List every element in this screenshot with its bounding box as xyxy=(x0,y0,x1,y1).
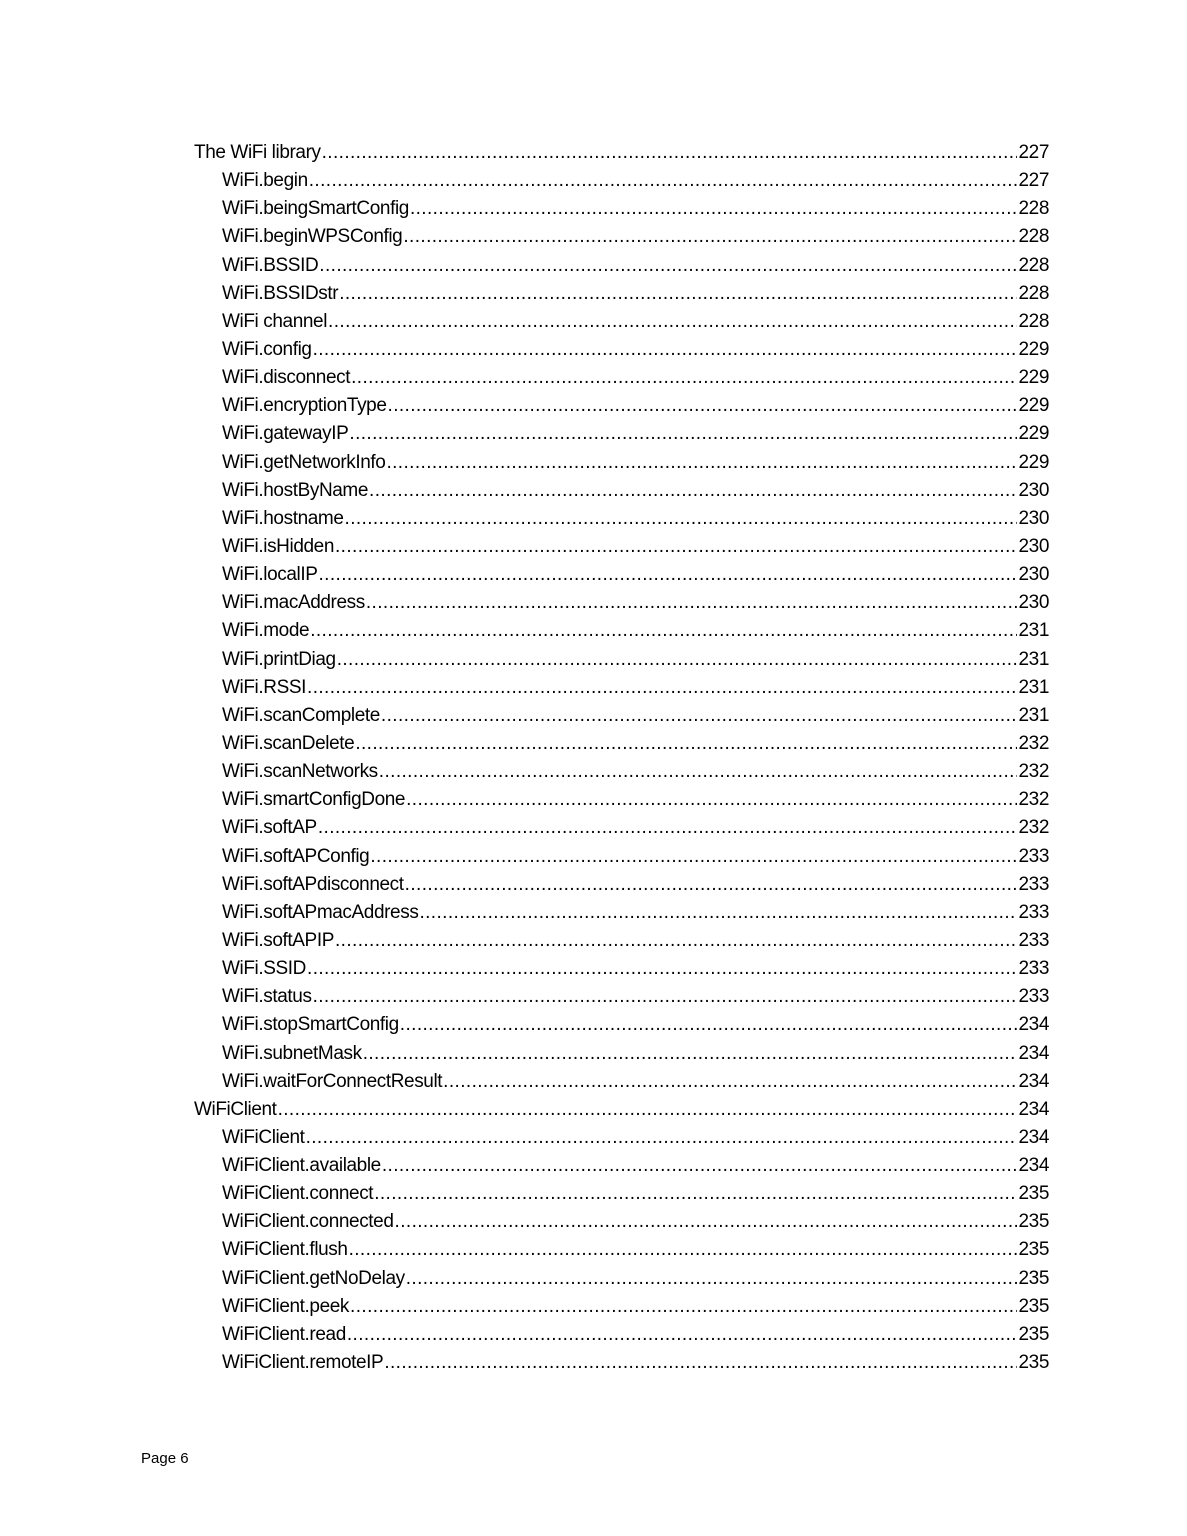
toc-entry-page-number: 234 xyxy=(1018,1014,1049,1036)
toc-entry-page-number: 230 xyxy=(1018,479,1049,501)
toc-entry[interactable] xyxy=(222,1068,1049,1096)
toc-entry[interactable] xyxy=(222,758,1049,786)
toc-entry-label: WiFi.waitForConnectResult xyxy=(222,1070,443,1092)
toc-entry-page-number: 231 xyxy=(1018,648,1049,670)
page-number: Page 6 xyxy=(141,1450,189,1467)
toc-entry[interactable] xyxy=(222,955,1049,983)
toc-dot-leader xyxy=(278,1096,1018,1124)
toc-entry[interactable] xyxy=(222,561,1049,589)
toc-dot-leader xyxy=(306,1124,1018,1152)
toc-dot-leader xyxy=(381,702,1018,730)
toc-entry-label: WiFi.softAPdisconnect xyxy=(222,873,404,895)
toc-entry-page-number: 229 xyxy=(1018,367,1049,389)
toc-entry-label: WiFi.softAP xyxy=(222,817,317,839)
toc-entry[interactable] xyxy=(222,1265,1049,1293)
toc-entry-page-number: 229 xyxy=(1018,423,1049,445)
toc-entry[interactable] xyxy=(222,871,1049,899)
toc-entry-page-number: 234 xyxy=(1018,1070,1049,1092)
toc-entry-page-number: 235 xyxy=(1018,1239,1049,1261)
toc-entry[interactable] xyxy=(222,280,1049,308)
toc-entry-label: WiFi.hostByName xyxy=(222,479,369,501)
toc-entry-page-number: 235 xyxy=(1018,1295,1049,1317)
toc-entry-page-number: 235 xyxy=(1018,1267,1049,1289)
toc-entry-page-number: 231 xyxy=(1018,704,1049,726)
toc-dot-leader xyxy=(309,167,1018,195)
toc-entry-page-number: 231 xyxy=(1018,676,1049,698)
toc-dot-leader xyxy=(395,1208,1018,1236)
toc-entry[interactable] xyxy=(222,646,1049,674)
toc-entry-label: WiFi.stopSmartConfig xyxy=(222,1014,399,1036)
toc-entry[interactable] xyxy=(222,1180,1049,1208)
toc-entry[interactable] xyxy=(222,223,1049,251)
toc-entry-label: WiFi.config xyxy=(222,338,312,360)
toc-entry-label: WiFiClient.peek xyxy=(222,1295,350,1317)
toc-entry-label: WiFi.macAddress xyxy=(222,592,365,614)
toc-dot-leader xyxy=(335,927,1018,955)
toc-entry-label: WiFiClient xyxy=(194,1098,277,1120)
toc-entry-label: WiFi.status xyxy=(222,986,312,1008)
toc-entry-label: WiFi.BSSIDstr xyxy=(222,282,339,304)
toc-dot-leader xyxy=(339,280,1017,308)
toc-dot-leader xyxy=(374,1180,1017,1208)
toc-dot-leader xyxy=(337,646,1018,674)
toc-entry-page-number: 229 xyxy=(1018,395,1049,417)
toc-entry-label: WiFi.subnetMask xyxy=(222,1042,362,1064)
toc-entry[interactable] xyxy=(222,927,1049,955)
toc-entry[interactable] xyxy=(194,1096,1049,1124)
toc-entry-page-number: 233 xyxy=(1018,845,1049,867)
toc-entry-label: WiFi.begin xyxy=(222,170,308,192)
toc-entry-page-number: 232 xyxy=(1018,761,1049,783)
toc-entry-page-number: 232 xyxy=(1018,817,1049,839)
toc-entry-label: WiFi.softAPmacAddress xyxy=(222,901,419,923)
toc-dot-leader xyxy=(307,674,1017,702)
toc-entry[interactable] xyxy=(194,139,1049,167)
toc-entry-label: WiFi.getNetworkInfo xyxy=(222,451,386,473)
toc-dot-leader xyxy=(319,561,1018,589)
toc-entry-label: WiFi.disconnect xyxy=(222,367,351,389)
toc-entry-page-number: 232 xyxy=(1018,789,1049,811)
toc-entry-label: WiFi.scanComplete xyxy=(222,704,380,726)
toc-entry[interactable] xyxy=(222,364,1049,392)
toc-entry-page-number: 230 xyxy=(1018,507,1049,529)
toc-entry-page-number: 234 xyxy=(1018,1126,1049,1148)
toc-entry[interactable] xyxy=(222,420,1049,448)
toc-dot-leader xyxy=(370,843,1017,871)
toc-entry-page-number: 235 xyxy=(1018,1323,1049,1345)
toc-entry-label: WiFi.mode xyxy=(222,620,310,642)
toc-dot-leader xyxy=(363,1040,1018,1068)
toc-entry-label: The WiFi library xyxy=(194,142,321,163)
toc-entry-page-number: 228 xyxy=(1018,282,1049,304)
toc-entry[interactable] xyxy=(222,1236,1049,1264)
toc-entry-label: WiFi.scanNetworks xyxy=(222,761,378,783)
toc-dot-leader xyxy=(366,589,1018,617)
toc-dot-leader xyxy=(388,392,1018,420)
toc-entry-label: WiFi.beingSmartConfig xyxy=(222,198,409,220)
toc-dot-leader xyxy=(335,533,1017,561)
toc-entry-label: WiFi.RSSI xyxy=(222,676,307,698)
toc-entry-label: WiFiClient.remoteIP xyxy=(222,1352,384,1374)
toc-entry-label: WiFi.hostname xyxy=(222,507,344,529)
toc-entry[interactable] xyxy=(222,702,1049,730)
toc-entry-page-number: 235 xyxy=(1018,1211,1049,1233)
toc-entry-page-number: 228 xyxy=(1018,198,1049,220)
table-of-contents xyxy=(0,139,1187,1377)
toc-entry-page-number: 233 xyxy=(1018,901,1049,923)
toc-dot-leader xyxy=(405,871,1018,899)
toc-entry[interactable] xyxy=(222,1321,1049,1349)
toc-entry-label: WiFi.softAPIP xyxy=(222,929,334,951)
toc-dot-leader xyxy=(350,1293,1017,1321)
toc-dot-leader xyxy=(349,420,1017,448)
toc-entry[interactable] xyxy=(222,983,1049,1011)
toc-dot-leader xyxy=(349,1236,1018,1264)
toc-entry-label: WiFi.smartConfigDone xyxy=(222,789,406,811)
toc-dot-leader xyxy=(318,814,1018,842)
toc-entry[interactable] xyxy=(222,336,1049,364)
toc-entry-page-number: 233 xyxy=(1018,958,1049,980)
toc-entry-label: WiFi.printDiag xyxy=(222,648,336,670)
toc-entry[interactable] xyxy=(222,843,1049,871)
toc-dot-leader xyxy=(443,1068,1017,1096)
toc-entry-page-number: 229 xyxy=(1018,338,1049,360)
toc-dot-leader xyxy=(347,1321,1018,1349)
toc-entry-page-number: 230 xyxy=(1018,564,1049,586)
toc-entry-page-number: 231 xyxy=(1018,620,1049,642)
toc-entry-page-number: 232 xyxy=(1018,732,1049,754)
toc-entry[interactable] xyxy=(222,533,1049,561)
toc-entry-label: WiFi.scanDelete xyxy=(222,732,355,754)
toc-entry-label: WiFi.BSSID xyxy=(222,254,319,276)
toc-entry[interactable] xyxy=(222,1011,1049,1039)
toc-entry[interactable] xyxy=(222,1349,1049,1377)
toc-dot-leader xyxy=(410,195,1018,223)
toc-dot-leader xyxy=(313,983,1018,1011)
toc-entry-label: WiFiClient.connect xyxy=(222,1183,374,1205)
toc-entry[interactable] xyxy=(222,167,1049,195)
toc-entry-page-number: 230 xyxy=(1018,535,1049,557)
toc-dot-leader xyxy=(419,899,1017,927)
toc-entry-label: WiFi channel xyxy=(222,310,328,332)
toc-entry-page-number: 235 xyxy=(1018,1183,1049,1205)
toc-entry[interactable] xyxy=(222,477,1049,505)
toc-entry-label: WiFi.localIP xyxy=(222,564,318,586)
toc-entry-page-number: 233 xyxy=(1018,986,1049,1008)
toc-dot-leader xyxy=(313,336,1018,364)
toc-entry[interactable] xyxy=(222,786,1049,814)
toc-entry[interactable] xyxy=(222,814,1049,842)
toc-entry-page-number: 234 xyxy=(1018,1155,1049,1177)
toc-entry-label: WiFi.beginWPSConfig xyxy=(222,226,403,248)
toc-entry[interactable] xyxy=(222,505,1049,533)
toc-entry[interactable] xyxy=(222,617,1049,645)
toc-dot-leader xyxy=(322,139,1018,167)
toc-entry[interactable] xyxy=(222,195,1049,223)
toc-dot-leader xyxy=(406,1265,1018,1293)
toc-entry-label: WiFiClient.connected xyxy=(222,1211,394,1233)
toc-entry-page-number: 234 xyxy=(1018,1098,1049,1120)
toc-dot-leader xyxy=(406,786,1017,814)
toc-dot-leader xyxy=(400,1011,1018,1039)
toc-dot-leader xyxy=(307,955,1017,983)
toc-entry-page-number: 228 xyxy=(1018,226,1049,248)
toc-entry-label: WiFi.SSID xyxy=(222,958,307,980)
toc-entry[interactable] xyxy=(222,1152,1049,1180)
toc-entry[interactable] xyxy=(222,308,1049,336)
toc-entry[interactable] xyxy=(222,1124,1049,1152)
toc-dot-leader xyxy=(403,223,1017,251)
toc-entry[interactable] xyxy=(222,449,1049,477)
toc-entry-page-number: 233 xyxy=(1018,929,1049,951)
toc-entry-page-number: 235 xyxy=(1018,1352,1049,1374)
toc-entry[interactable] xyxy=(222,1293,1049,1321)
toc-entry-label: WiFiClient.read xyxy=(222,1323,346,1345)
toc-entry-label: WiFi.isHidden xyxy=(222,535,334,557)
toc-dot-leader xyxy=(328,308,1017,336)
toc-dot-leader xyxy=(355,730,1017,758)
toc-dot-leader xyxy=(345,505,1018,533)
toc-entry-label: WiFi.gatewayIP xyxy=(222,423,349,445)
toc-entry-page-number: 233 xyxy=(1018,873,1049,895)
toc-entry[interactable] xyxy=(222,730,1049,758)
toc-dot-leader xyxy=(351,364,1017,392)
toc-entry-page-number: 230 xyxy=(1018,592,1049,614)
toc-entry-page-number: 228 xyxy=(1018,310,1049,332)
toc-entry-page-number: 228 xyxy=(1018,254,1049,276)
toc-entry[interactable] xyxy=(222,1208,1049,1236)
toc-entry-label: WiFi.softAPConfig xyxy=(222,845,370,867)
toc-entry[interactable] xyxy=(222,1040,1049,1068)
toc-entry-label: WiFiClient.available xyxy=(222,1155,381,1177)
toc-dot-leader xyxy=(319,252,1017,280)
toc-entry-page-number: 234 xyxy=(1018,1042,1049,1064)
toc-entry[interactable] xyxy=(222,252,1049,280)
toc-dot-leader xyxy=(382,1152,1018,1180)
toc-entry-label: WiFi.encryptionType xyxy=(222,395,387,417)
toc-entry-label: WiFiClient xyxy=(222,1126,305,1148)
toc-entry-page-number: 227 xyxy=(1018,142,1049,163)
toc-entry[interactable] xyxy=(222,589,1049,617)
toc-entry[interactable] xyxy=(222,674,1049,702)
toc-dot-leader xyxy=(384,1349,1017,1377)
toc-entry-label: WiFiClient.getNoDelay xyxy=(222,1267,405,1289)
toc-dot-leader xyxy=(379,758,1018,786)
toc-dot-leader xyxy=(310,617,1017,645)
toc-entry-label: WiFiClient.flush xyxy=(222,1239,348,1261)
toc-entry-page-number: 227 xyxy=(1018,170,1049,192)
toc-entry[interactable] xyxy=(222,899,1049,927)
toc-entry-page-number: 229 xyxy=(1018,451,1049,473)
toc-dot-leader xyxy=(386,449,1017,477)
toc-dot-leader xyxy=(369,477,1017,505)
toc-entry[interactable] xyxy=(222,392,1049,420)
